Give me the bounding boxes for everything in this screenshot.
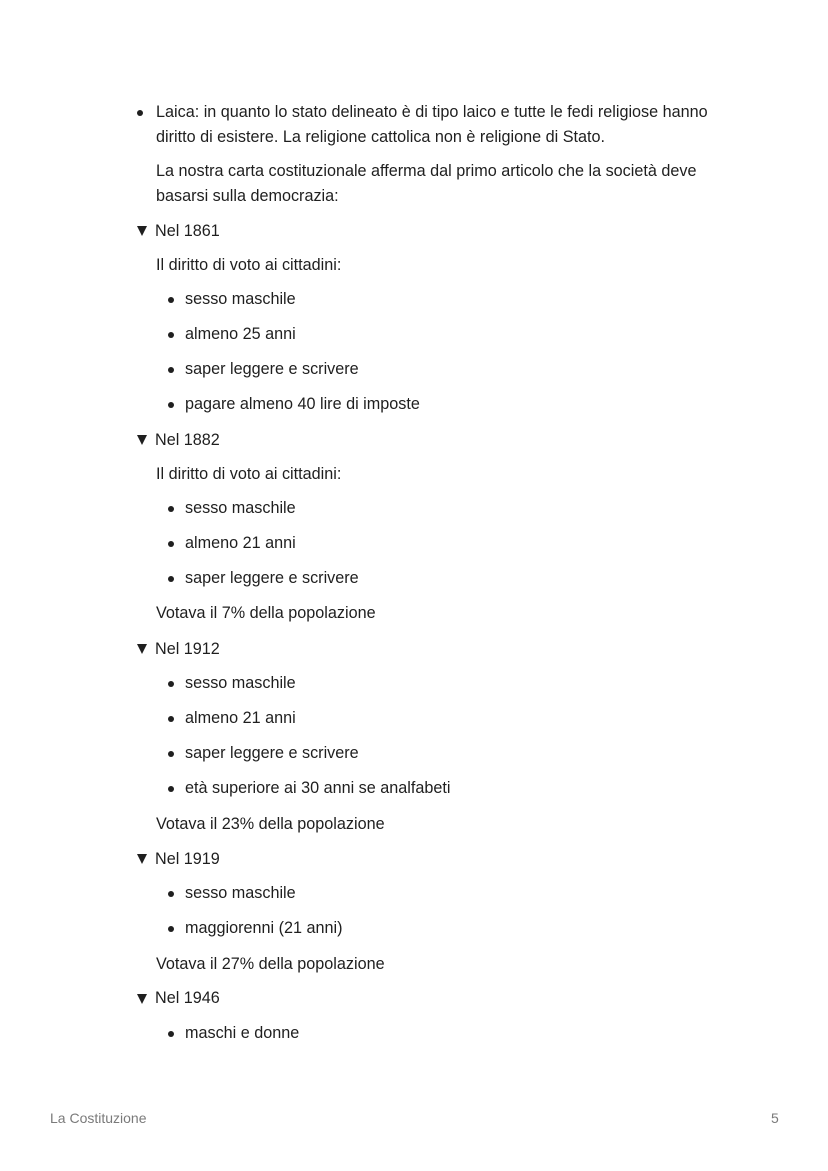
list-item: maschi e donne [185,1024,300,1042]
paragraph-line-1: La nostra carta costituzionale afferma dal primo articolo che la società deve [156,162,697,180]
list-bullet [168,541,174,547]
section-intro: Il diritto di voto ai cittadini: [156,465,342,483]
list-item: saper leggere e scrivere [185,569,359,587]
list-bullet [168,926,174,932]
paragraph-line-2: basarsi sulla democrazia: [156,187,339,205]
toggle-triangle-icon[interactable] [137,435,147,445]
toggle-title-1912[interactable]: Nel 1912 [155,640,220,658]
toggle-triangle-icon[interactable] [137,226,147,236]
section-note: Votava il 7% della popolazione [156,604,376,622]
list-bullet [168,402,174,408]
list-bullet [168,297,174,303]
list-bullet [168,681,174,687]
list-item: maggiorenni (21 anni) [185,919,343,937]
list-item: pagare almeno 40 lire di imposte [185,395,420,413]
list-bullet [168,506,174,512]
list-bullet [168,576,174,582]
list-bullet [168,1031,174,1037]
toggle-triangle-icon[interactable] [137,854,147,864]
section-note: Votava il 27% della popolazione [156,955,385,973]
toggle-title-1861[interactable]: Nel 1861 [155,222,220,240]
list-item: età superiore ai 30 anni se analfabeti [185,779,451,797]
list-bullet [168,786,174,792]
list-item: saper leggere e scrivere [185,744,359,762]
list-item: almeno 21 anni [185,709,296,727]
toggle-triangle-icon[interactable] [137,644,147,654]
list-item: sesso maschile [185,884,296,902]
list-item: almeno 25 anni [185,325,296,343]
list-item: sesso maschile [185,499,296,517]
list-item: almeno 21 anni [185,534,296,552]
list-bullet [168,751,174,757]
list-bullet [168,367,174,373]
toggle-triangle-icon[interactable] [137,994,147,1004]
list-item: sesso maschile [185,674,296,692]
laica-text-line-2: diritto di esistere. La religione cattolica non è religione di Stato. [156,128,606,146]
section-intro: Il diritto di voto ai cittadini: [156,256,342,274]
list-item: sesso maschile [185,290,296,308]
list-bullet [168,332,174,338]
toggle-title-1882[interactable]: Nel 1882 [155,431,220,449]
laica-text-line-1: Laica: in quanto lo stato delineato è di tipo laico e tutte le fedi religiose hanno [156,103,708,121]
list-item: saper leggere e scrivere [185,360,359,378]
list-bullet [137,110,143,116]
toggle-title-1919[interactable]: Nel 1919 [155,850,220,868]
section-note: Votava il 23% della popolazione [156,815,385,833]
footer-page-number: 5 [771,1110,779,1126]
list-bullet [168,716,174,722]
toggle-title-1946[interactable]: Nel 1946 [155,989,220,1007]
list-bullet [168,891,174,897]
footer-document-title: La Costituzione [50,1110,147,1126]
